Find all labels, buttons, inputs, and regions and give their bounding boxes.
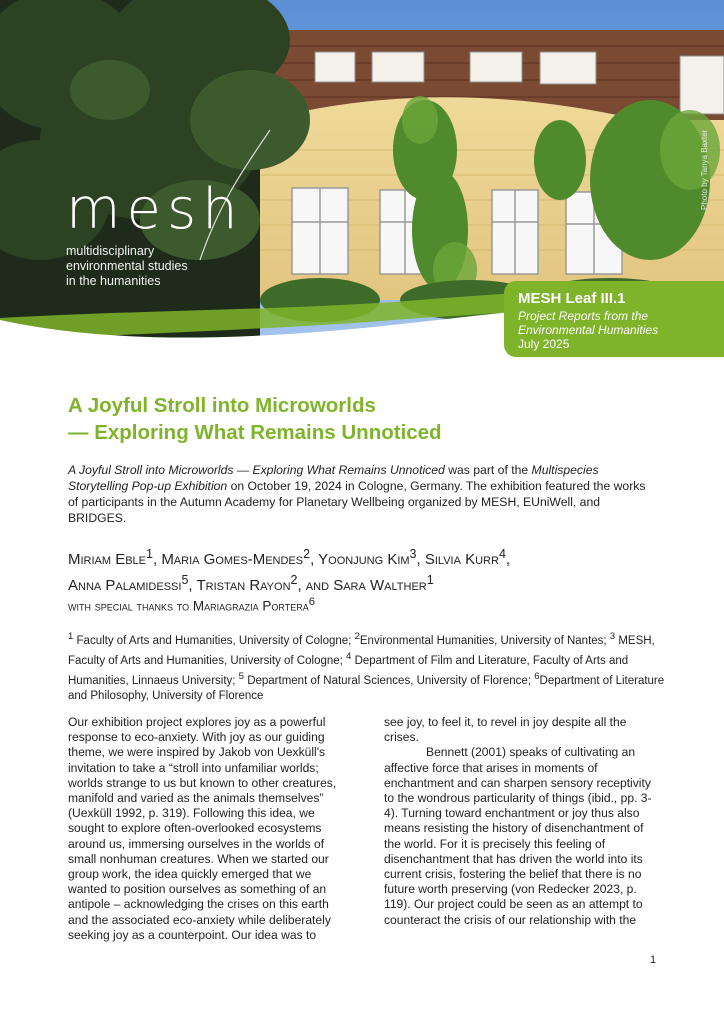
body-paragraph: Bennett (2001) speaks of cultivating an affective force that arises in moments of enchantment and can sharpen sensory receptivity to the wondrous particularity of things (ibid., pp. 3-4). Turning toward enchantment or joy thus also means resisting the history of disenchantment of the world. For it is precisely this feeling of disenchantment that has driven the world into its current crisis, fostering the belief that there is no future worth preserving (von Redecker 2023, p. 119). Our project could be seen as an attempt to counteract the crisis of our relationship with the: [384, 745, 652, 927]
affiliation-text: Department of Literature and Philosophy, University of Florence: [68, 674, 665, 703]
author-name: Anna Palamidessi: [68, 577, 182, 594]
author-affiliation-mark: 5: [181, 573, 189, 587]
logo-subtitle: [66, 244, 244, 289]
affiliation-mark: 1: [68, 631, 74, 642]
affiliation-text: Environmental Humanities, University of Nantes;: [359, 634, 610, 647]
page-number: 1: [650, 954, 657, 966]
logo-subtitle-line: multidisciplinary: [66, 244, 155, 258]
series-label-box: [504, 281, 724, 357]
series-date: July 2025: [518, 337, 570, 351]
author-name: Maria Gomes-Mendes: [161, 551, 304, 568]
affiliation-text: MESH, Faculty of Arts and Humanities, University of Cologne;: [68, 634, 655, 667]
series-subtitle-line: Project Reports from the: [518, 309, 649, 323]
article-title-line: A Joyful Stroll into Microworlds: [68, 394, 376, 417]
body-column-left: [68, 715, 340, 943]
acknowledgement-line: [68, 596, 315, 614]
author-list: [68, 544, 668, 596]
author-affiliation-mark: 2: [303, 547, 311, 561]
intro-italic-exhibition: Multispecies Storytelling Pop-up Exhibition: [68, 463, 599, 493]
article-title: [68, 392, 628, 446]
series-subtitle-line: Environmental Humanities: [518, 323, 659, 337]
series-title: MESH Leaf III.1: [518, 290, 626, 307]
logo-subtitle-line: environmental studies: [66, 259, 188, 273]
affiliations: [68, 629, 668, 704]
logo-wordmark: mesh: [66, 177, 244, 242]
affiliation-mark: 4: [346, 651, 352, 663]
intro-paragraph: [68, 462, 648, 526]
affiliation-text: Department of Film and Literature, Faculty of Arts and Humanities, Linnaeus University;: [68, 654, 629, 687]
affiliation-mark: 2: [354, 631, 360, 642]
photo-credit: Photo by Tanya Baxter: [700, 129, 709, 210]
author-separator: ,: [310, 551, 319, 568]
affiliation-text: Faculty of Arts and Humanities, University of Cologne;: [73, 634, 355, 647]
author-affiliation-mark: 3: [409, 547, 417, 561]
author-name: Tristan Rayon: [196, 577, 291, 594]
logo-subtitle-line: in the humanities: [66, 274, 161, 288]
article-title-line: — Exploring What Remains Unnoticed: [68, 421, 442, 444]
mesh-logo: [66, 177, 244, 289]
author-separator: , and: [297, 577, 334, 594]
affiliation-mark: 3: [609, 631, 616, 642]
affiliation-mark: 5: [238, 671, 244, 683]
author-name: Sara Walther: [333, 577, 427, 594]
author-affiliation-mark: 1: [146, 547, 153, 561]
author-separator: ,: [505, 551, 511, 568]
intro-text: on October 19, 2024 in Cologne, Germany. The exhibition featured the works of participants in the Autumn Academy for Planetary Wellbeing organized by MESH, EUniWell, and BRIDGES.: [68, 479, 646, 525]
affiliation-mark: 6: [534, 671, 540, 683]
author-affiliation-mark: 1: [426, 573, 434, 587]
author-separator: ,: [188, 577, 197, 594]
intro-italic-title: A Joyful Stroll into Microworlds — Exploring What Remains Unnoticed: [68, 463, 445, 477]
intro-text: was part of the: [444, 463, 532, 477]
acknowledgement-text: with special thanks to Mariagrazia Portera: [68, 598, 309, 614]
body-column-right: [384, 715, 656, 928]
author-affiliation-mark: 4: [498, 547, 506, 561]
author-name: Silvia Kurr: [424, 551, 499, 568]
author-name: Miriam Eble: [68, 551, 147, 568]
author-separator: ,: [416, 551, 425, 568]
affiliation-text: Department of Natural Sciences, University of Florence;: [244, 674, 535, 687]
body-paragraph: Our exhibition project explores joy as a powerful response to eco-anxiety. With joy as our guiding theme, we were inspired by Jakob von Uexküll's invitation to take a “stroll into unfamiliar worlds; worlds strange to us but known to other creatures, manifold and varied as the animals themselves” (Uexküll 1992, p. 319). Following this idea, we sought to explore often-overlooked ecosystems around us, immersing ourselves in the worlds of small nonhuman creatures. When we started our group work, the idea quickly emerged that we wanted to position ourselves as something of an antipole – acknowledging the crises on this earth and the associated eco-anxiety while deliberately seeking joy as a counterpoint. Our idea was to: [68, 715, 337, 942]
author-separator: ,: [152, 551, 162, 568]
author-name: Yoonjung Kim: [318, 551, 410, 568]
acknowledgement-mark: 6: [308, 596, 315, 608]
author-affiliation-mark: 2: [290, 573, 298, 587]
body-paragraph: see joy, to feel it, to revel in joy despite all the crises.: [384, 715, 627, 745]
